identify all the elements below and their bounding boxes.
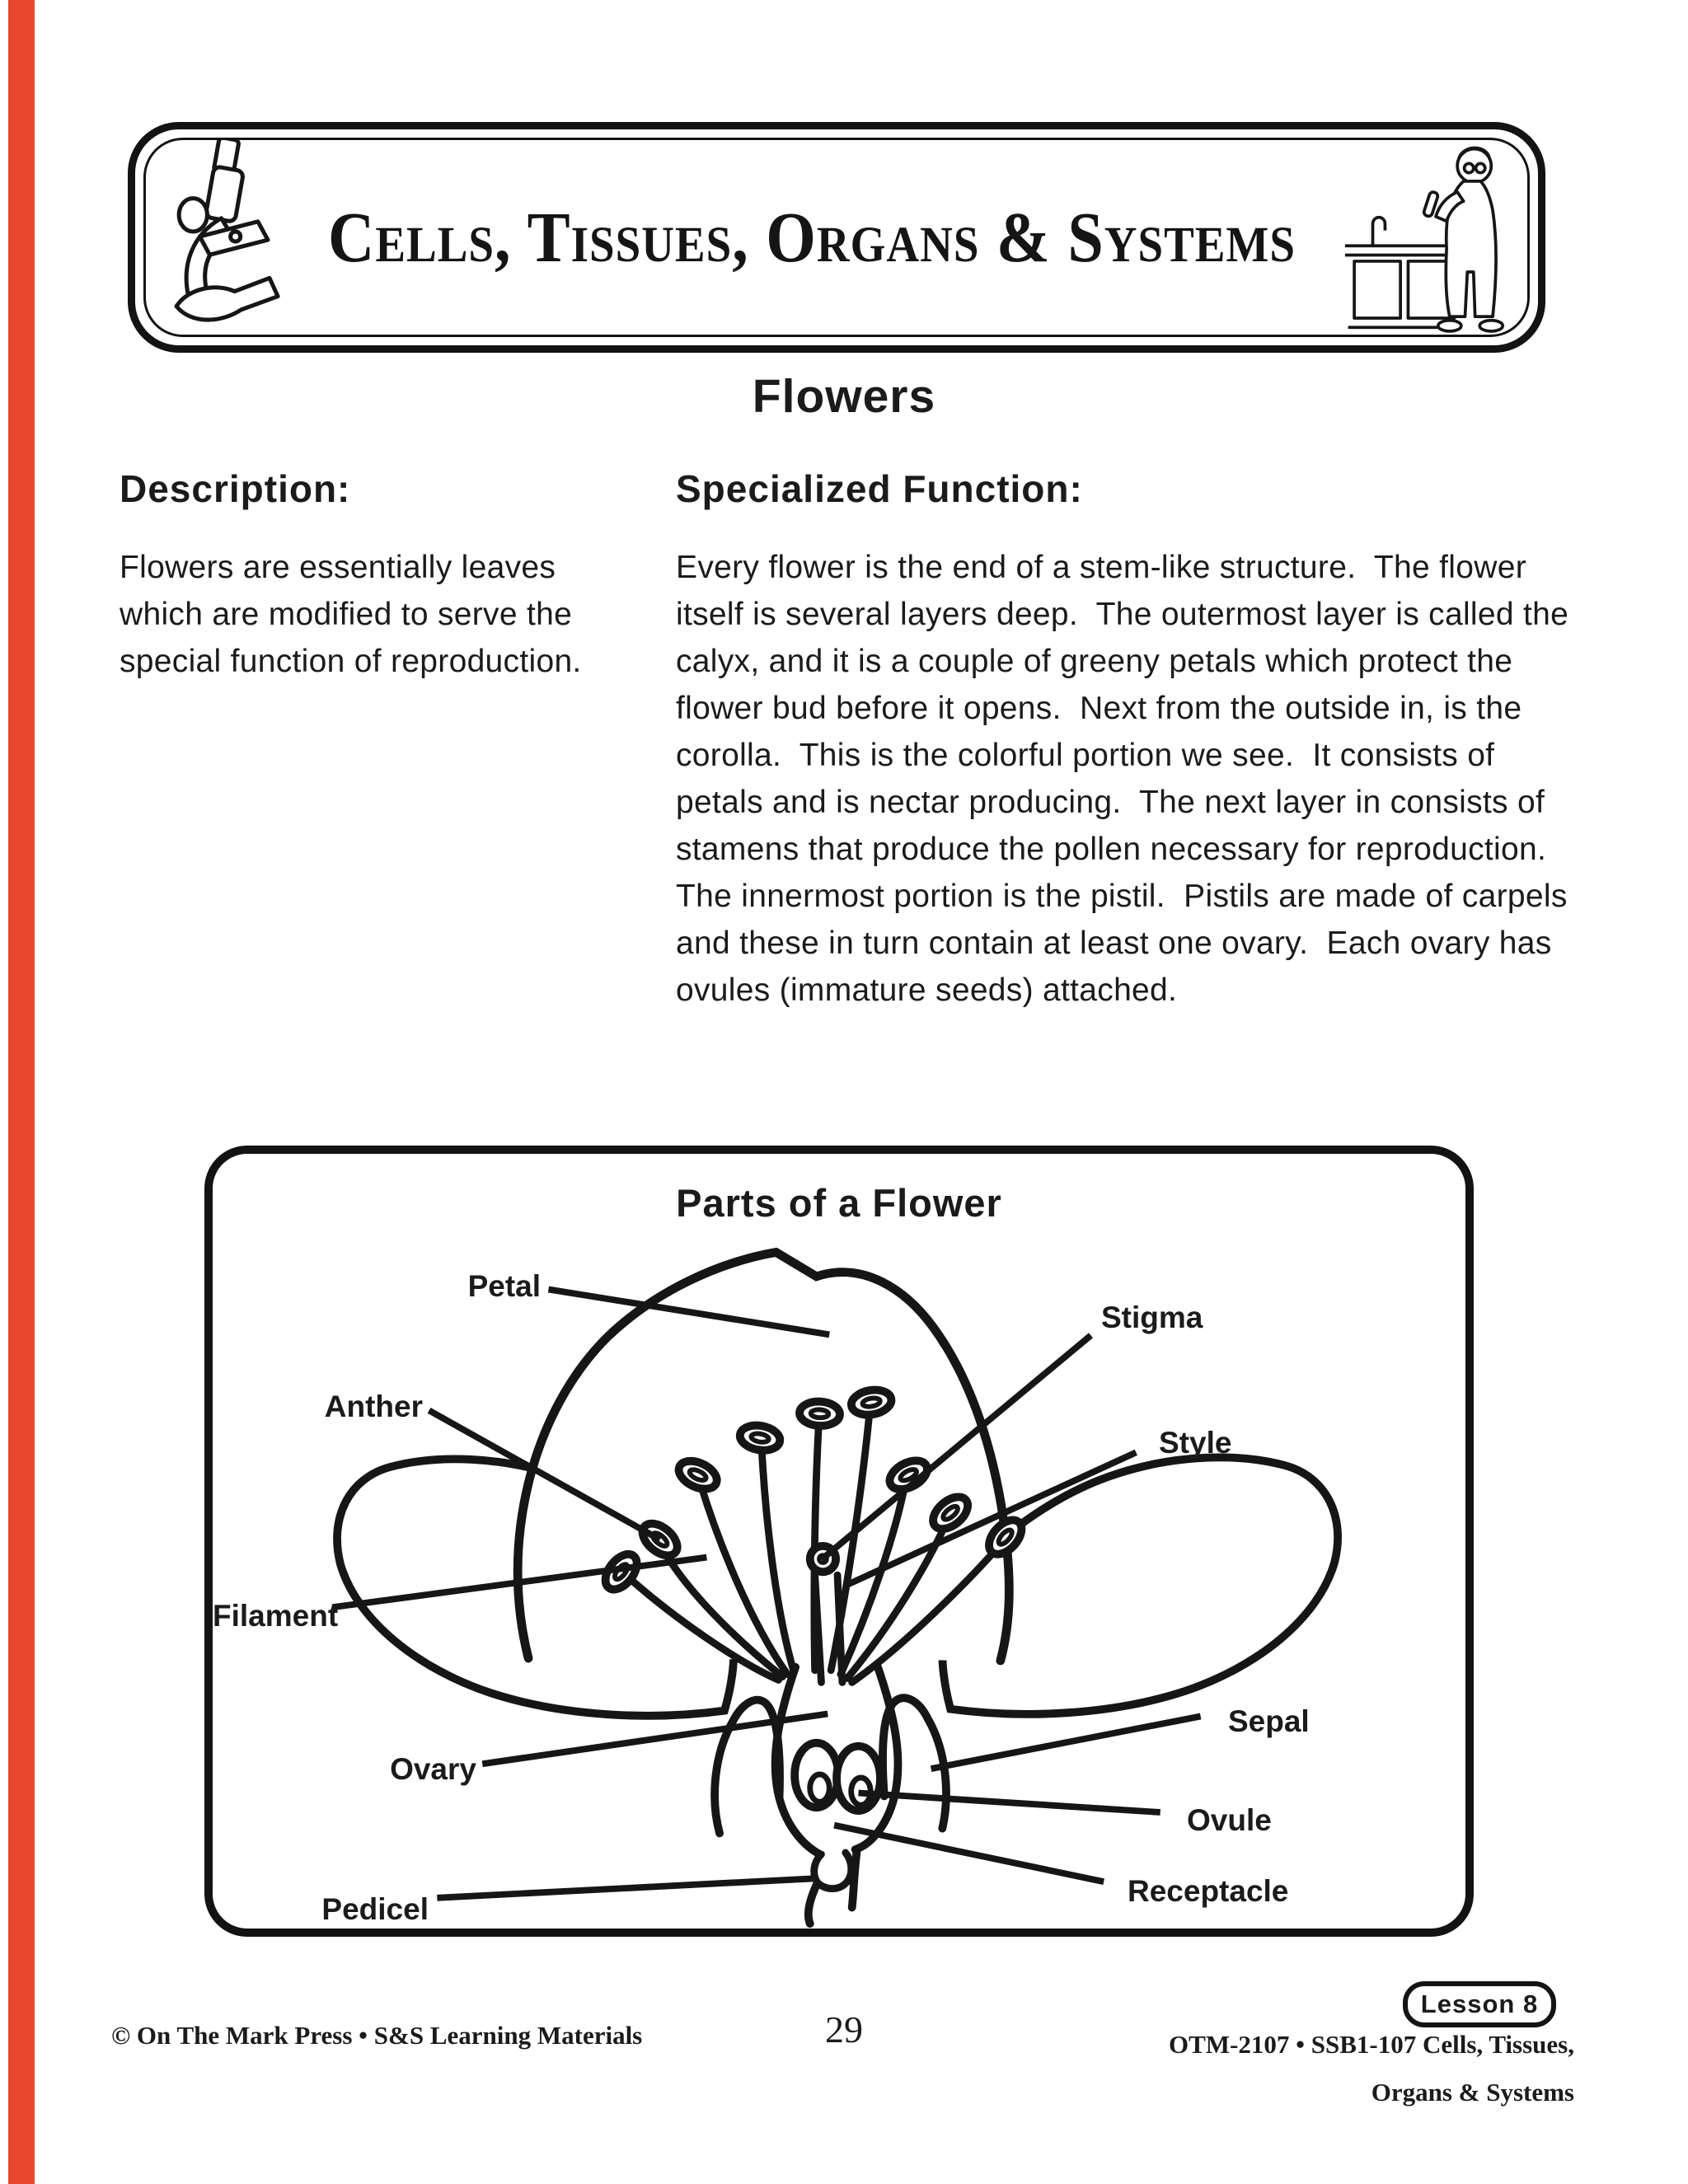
title-banner-inner-border [143,138,1530,337]
flower-cross-section-art [213,1154,1465,1929]
product-code-text [989,2021,1574,2116]
scientist-icon [1334,138,1527,337]
page-number: 29 [825,2008,863,2050]
ovule-shapes [795,1743,880,1811]
page-edge-strip [8,0,35,2184]
banner-title: Cells, Tissues, Organs & Systems [328,196,1296,278]
label-pedicel: Pedicel [321,1892,429,1926]
label-anther: Anther [324,1390,423,1423]
lesson-badge: Lesson 8 [1403,1981,1556,2027]
label-style: Style [1159,1426,1232,1460]
microscope-icon [146,138,290,337]
diagram-title: Parts of a Flower [676,1181,1002,1225]
label-sepal: Sepal [1228,1704,1310,1738]
product-code-line1: OTM-2107 • SSB1-107 Cells, Tissues, [1168,2030,1574,2059]
description-body: Flowers are essentially leaves which are modified to serve the special function of reproduction. [120,550,582,679]
label-petal: Petal [467,1269,541,1303]
label-ovary: Ovary [390,1752,476,1786]
specialized-function-body: Every flower is the end of a stem-like structure. The flower itself is several layers deep. The outermost layer is called the calyx, and it is a couple of greeny petals which protect the flower bud before it opens. Next from the outside in, is the corolla. This is the colorful portion we see. It consists of petals and is nectar producing. The next layer in consists of stamens that produce the pollen necessary for reproduction. The innermost portion is the pistil. Pistils are made of carpels and these in turn contain at least one ovary. Each ovary has ovules (immature seeds) attached. [676,550,1578,1008]
label-filament: Filament [213,1599,339,1633]
title-banner [128,122,1545,353]
label-ovule: Ovule [1187,1803,1272,1837]
description-heading: Description: [120,467,351,510]
page-title: Flowers [752,370,936,423]
label-stigma: Stigma [1101,1301,1203,1334]
parts-of-flower-diagram [204,1146,1474,1937]
product-code-line2: Organs & Systems [1371,2078,1574,2107]
specialized-function-heading: Specialized Function: [676,467,1083,510]
copyright-text: © On The Mark Press • S&S Learning Materials [111,2021,643,2050]
label-receptacle: Receptacle [1128,1874,1289,1908]
